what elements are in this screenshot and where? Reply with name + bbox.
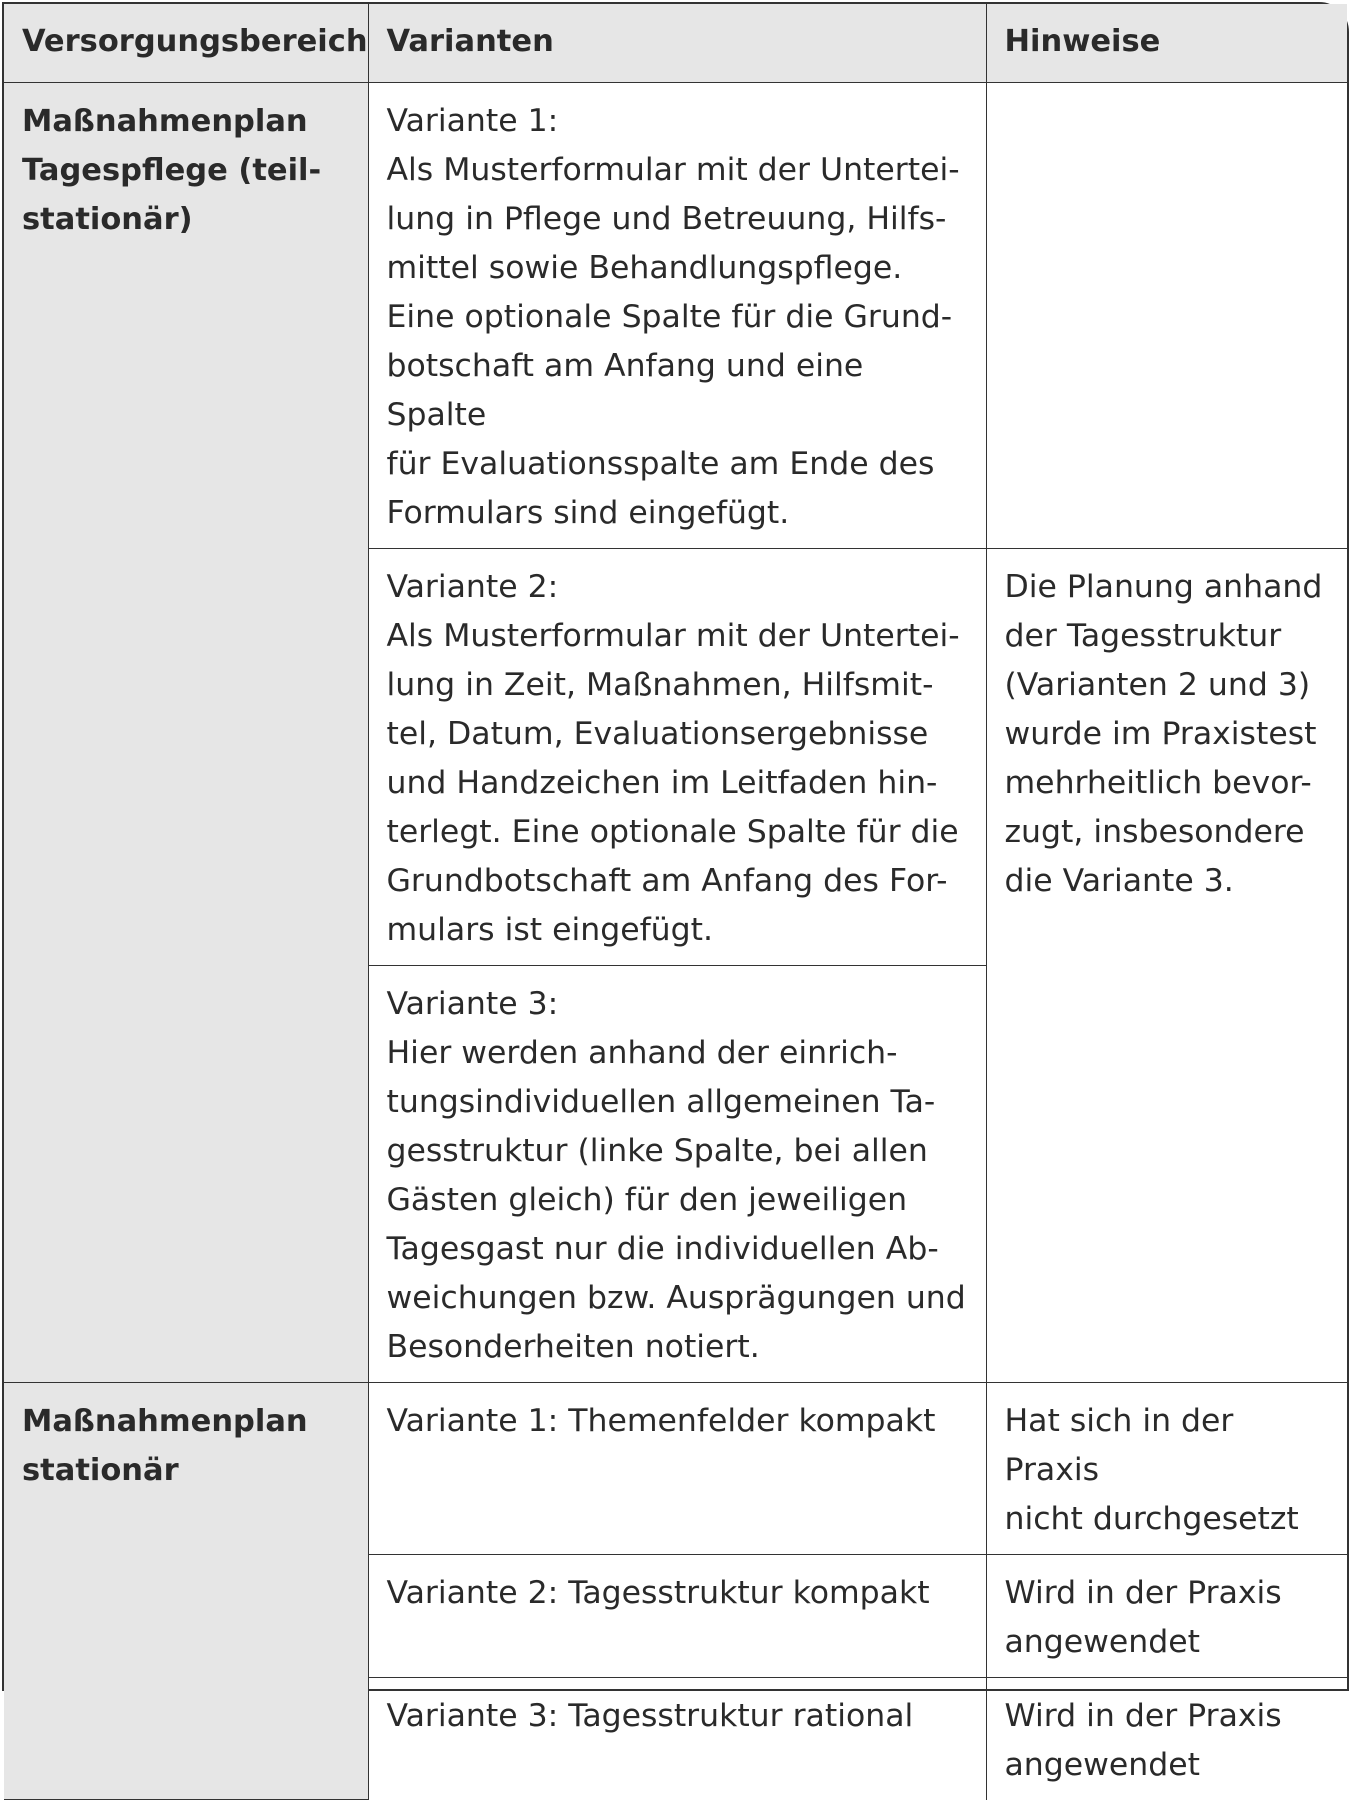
- note-cell-stationaer-3: Wird in der Praxis angewendet: [986, 1677, 1347, 1800]
- header-hinweise: Hinweise: [986, 4, 1347, 82]
- table-row: [4, 82, 1347, 548]
- variant-cell-tagespflege-2: Variante 2: Als Musterformular mit der Untertei- lung in Zeit, Maßnahmen, Hilfsmit- tel, Datum, Evaluationsergebnisse und Handzeichen im Leitfaden hin- terlegt. Eine optionale Spalte für die Grundbotschaft am Anfang des For- mulars ist eingefügt.: [368, 548, 986, 965]
- note-cell-tagespflege-2-3: Die Planung anhand der Tagesstruktur (Varianten 2 und 3) wurde im Praxistest mehrheitlich bevor- zugt, insbesondere die Variante 3.: [986, 548, 1347, 1382]
- variant-cell-stationaer-1: Variante 1: Themenfelder kompakt: [368, 1382, 986, 1554]
- note-cell-stationaer-2: Wird in der Praxis angewendet: [986, 1554, 1347, 1677]
- variant-cell-tagespflege-1: Variante 1: Als Musterformular mit der Untertei- lung in Pflege und Betreuung, Hilfs- mittel sowie Behandlungspflege. Eine optionale Spalte für die Grund- botschaft am Anfang und eine Spalte für Evaluationsspalte am Ende des Formulars sind eingefügt.: [368, 82, 986, 548]
- area-tagespflege: Maßnahmenplan Tagespflege (teil- stationär): [4, 82, 368, 1382]
- variant-cell-stationaer-3: Variante 3: Tagesstruktur rational: [368, 1677, 986, 1800]
- variants-table: [4, 4, 1347, 1800]
- variant-cell-tagespflege-3: Variante 3: Hier werden anhand der einrich- tungsindividuellen allgemeinen Ta- gesstruktur (linke Spalte, bei allen Gästen gleich) für den jeweiligen Tagesgast nur die individuellen Ab- weichungen bzw. Ausprägungen und Besonderheiten notiert.: [368, 965, 986, 1382]
- header-varianten: Varianten: [368, 4, 986, 82]
- header-versorgungsbereich: Versorgungsbereich: [4, 4, 368, 82]
- document-table-frame: [2, 2, 1349, 1783]
- note-cell-stationaer-1: Hat sich in der Praxis nicht durchgesetzt: [986, 1382, 1347, 1554]
- variant-cell-stationaer-2: Variante 2: Tagesstruktur kompakt: [368, 1554, 986, 1677]
- table-header-row: [4, 4, 1347, 82]
- note-cell-tagespflege-1: [986, 82, 1347, 548]
- table-row: [4, 1382, 1347, 1554]
- area-stationaer: Maßnahmenplan stationär: [4, 1382, 368, 1800]
